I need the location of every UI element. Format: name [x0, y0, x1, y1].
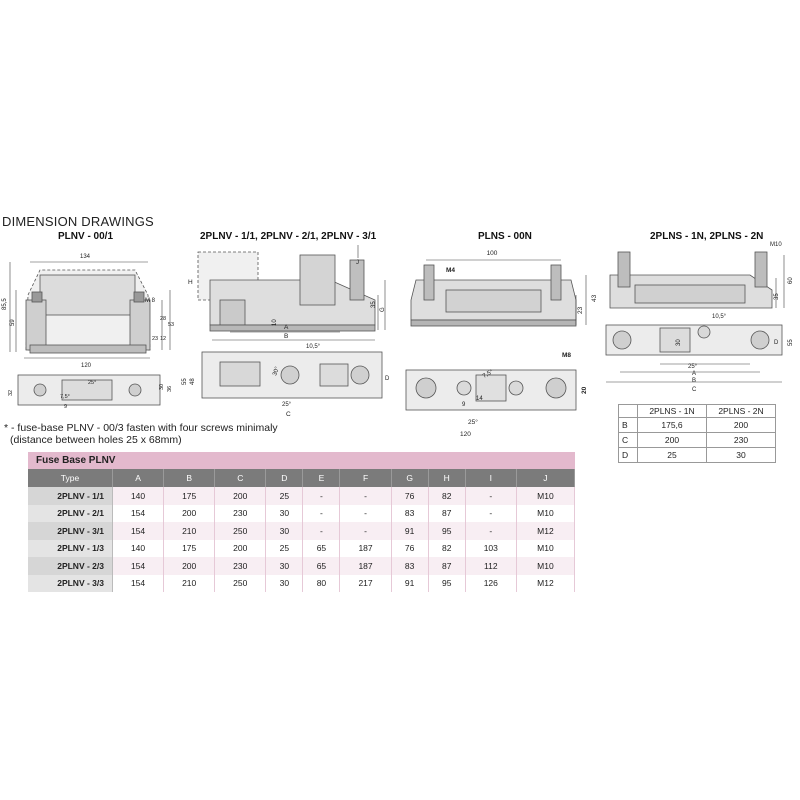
dim-label: 9 — [462, 402, 466, 408]
table-cell: 200 — [215, 540, 266, 558]
column-header: G — [391, 469, 428, 487]
table-cell: 200 — [638, 433, 707, 448]
column-header: C — [215, 469, 266, 487]
table-row — [28, 557, 575, 575]
dim-label: C — [692, 387, 697, 393]
dim-label: A — [692, 371, 697, 377]
table-row — [28, 487, 575, 505]
table-cell: 91 — [391, 575, 428, 593]
column-header: J — [516, 469, 574, 487]
dim-label: 23 — [577, 306, 584, 314]
table-row — [28, 540, 575, 558]
drawing-title-plns-00n: PLNS - 00N — [478, 231, 532, 242]
dim-label: 25° — [468, 419, 478, 426]
column-header: 2PLNS - 2N — [707, 405, 776, 418]
table-header-row — [619, 405, 776, 418]
row-label: B — [619, 418, 638, 433]
table-cell: - — [340, 522, 391, 540]
section-heading: DIMENSION DRAWINGS — [2, 214, 154, 229]
table-cell: - — [465, 505, 516, 523]
dim-label: A — [284, 324, 289, 331]
column-header: A — [113, 469, 164, 487]
dim-label: 85,5 — [2, 298, 8, 310]
dim-label: 32 — [8, 389, 14, 396]
table-cell: 76 — [391, 487, 428, 505]
table-cell: - — [340, 505, 391, 523]
table-row — [619, 448, 776, 463]
dim-label: B — [692, 378, 697, 384]
type-cell: 2PLNV - 1/1 — [28, 487, 113, 505]
dim-label: 60 — [788, 277, 794, 284]
dim-label: 23 — [152, 336, 159, 342]
dim-label: M10 — [770, 242, 782, 248]
column-header: H — [428, 469, 465, 487]
dim-label: 55 — [788, 339, 794, 346]
dim-label: 36 — [167, 385, 173, 392]
table-row — [619, 433, 776, 448]
table-cell: 140 — [113, 540, 164, 558]
dim-label: 120 — [460, 431, 471, 438]
dim-label: 9 — [64, 404, 68, 410]
drawing-2plns — [600, 240, 800, 400]
type-cell: 2PLNV - 1/3 — [28, 540, 113, 558]
table-header-row — [28, 469, 575, 487]
drawing-plnv-00-1 — [0, 240, 180, 415]
type-cell: 2PLNV - 3/1 — [28, 522, 113, 540]
table-cell: 30 — [266, 505, 303, 523]
table-cell: 25 — [638, 448, 707, 463]
table-cell: 154 — [113, 557, 164, 575]
dim-label: M 8 — [145, 298, 156, 304]
note-line: (distance between holes 25 x 68mm) — [10, 434, 182, 446]
fastening-note — [4, 422, 304, 446]
drawing-2plnv — [180, 240, 390, 420]
table-cell: 250 — [215, 575, 266, 593]
fuse-table-title: Fuse Base PLNV — [28, 452, 575, 469]
dim-label: 25° — [282, 402, 292, 408]
table-cell: 230 — [707, 433, 776, 448]
note-line: * - fuse-base PLNV - 00/3 fasten with four screws minimaly — [4, 422, 278, 434]
dim-label: 10 — [272, 319, 278, 326]
table-cell: 187 — [340, 557, 391, 575]
table-cell: 25 — [266, 487, 303, 505]
dim-label: 53 — [168, 322, 175, 328]
column-header: B — [164, 469, 215, 487]
table-cell: M12 — [516, 575, 574, 593]
dim-label: 10,5° — [306, 344, 321, 350]
dim-label: 59 — [10, 319, 16, 326]
table-cell: - — [303, 505, 340, 523]
table-cell: 91 — [391, 522, 428, 540]
dim-label: 25° — [88, 380, 97, 386]
table-cell: 82 — [428, 487, 465, 505]
table-cell: 217 — [340, 575, 391, 593]
table-cell: 30 — [266, 557, 303, 575]
table-cell: 65 — [303, 557, 340, 575]
dim-label: B — [284, 333, 289, 340]
table-cell: 65 — [303, 540, 340, 558]
dim-label: 10,5° — [712, 314, 727, 320]
table-cell: M10 — [516, 505, 574, 523]
dim-label: H — [188, 279, 193, 286]
dim-label: 55 — [182, 378, 188, 385]
table-cell: - — [303, 522, 340, 540]
column-header: F — [340, 469, 391, 487]
table-cell: 76 — [391, 540, 428, 558]
dim-label: 30° — [272, 366, 281, 377]
dim-label: G — [380, 307, 386, 312]
column-header: I — [465, 469, 516, 487]
table-cell: 80 — [303, 575, 340, 593]
drawing-title-2plnv: 2PLNV - 1/1, 2PLNV - 2/1, 2PLNV - 3/1 — [200, 231, 377, 242]
row-label: C — [619, 433, 638, 448]
table-cell: 82 — [428, 540, 465, 558]
dim-label: 48 — [190, 378, 196, 385]
table-row — [619, 418, 776, 433]
dim-label: D — [774, 340, 779, 346]
column-header: 2PLNS - 1N — [638, 405, 707, 418]
table-cell: 200 — [164, 557, 215, 575]
column-header: E — [303, 469, 340, 487]
table-cell: 210 — [164, 522, 215, 540]
table-cell: - — [303, 487, 340, 505]
dim-label: 100 — [486, 250, 498, 257]
table-cell: M10 — [516, 540, 574, 558]
table-cell: 30 — [266, 575, 303, 593]
table-cell: 83 — [391, 557, 428, 575]
table-cell: 187 — [340, 540, 391, 558]
dim-label: 7,5° — [60, 394, 70, 400]
column-header — [619, 405, 638, 418]
table-row — [28, 575, 575, 593]
table-cell: 175,6 — [638, 418, 707, 433]
dim-label: 28 — [160, 316, 167, 322]
table-cell: 200 — [215, 487, 266, 505]
column-header: D — [266, 469, 303, 487]
dim-label: 12 — [160, 336, 167, 342]
row-label: D — [619, 448, 638, 463]
dim-label: 35 — [774, 293, 780, 300]
table-cell: - — [340, 487, 391, 505]
table-cell: 103 — [465, 540, 516, 558]
table-cell: 126 — [465, 575, 516, 593]
table-cell: - — [465, 487, 516, 505]
table-cell: 250 — [215, 522, 266, 540]
table-cell: 154 — [113, 505, 164, 523]
type-cell: 2PLNV - 2/1 — [28, 505, 113, 523]
table-cell: M10 — [516, 487, 574, 505]
dim-label: 20 — [581, 386, 588, 394]
dim-label: 120 — [80, 363, 92, 369]
table-row — [28, 505, 575, 523]
table-cell: 154 — [113, 522, 164, 540]
table-cell: 83 — [391, 505, 428, 523]
plns-dimension-table — [618, 404, 776, 463]
dim-label: 30 — [676, 339, 682, 346]
type-cell: 2PLNV - 2/3 — [28, 557, 113, 575]
table-cell: 200 — [164, 505, 215, 523]
table-cell: 30 — [266, 522, 303, 540]
table-cell: 87 — [428, 505, 465, 523]
table-cell: 230 — [215, 557, 266, 575]
column-header: Type — [28, 469, 113, 487]
table-cell: 230 — [215, 505, 266, 523]
type-cell: 2PLNV - 3/3 — [28, 575, 113, 593]
drawing-plns-00n — [396, 240, 596, 440]
table-cell: 154 — [113, 575, 164, 593]
dim-label: J — [356, 260, 359, 266]
table-cell: M12 — [516, 522, 574, 540]
table-cell: 30 — [707, 448, 776, 463]
table-cell: 87 — [428, 557, 465, 575]
dim-label: 134 — [79, 254, 91, 260]
table-cell: 25 — [266, 540, 303, 558]
table-cell: 112 — [465, 557, 516, 575]
dim-label: 35 — [371, 301, 377, 308]
drawing-title-2plns: 2PLNS - 1N, 2PLNS - 2N — [650, 231, 764, 242]
dim-label: M4 — [446, 267, 456, 274]
table-cell: 175 — [164, 540, 215, 558]
table-cell: 140 — [113, 487, 164, 505]
table-cell: M10 — [516, 557, 574, 575]
dim-label: C — [286, 411, 291, 418]
table-row — [28, 522, 575, 540]
table-cell: 95 — [428, 575, 465, 593]
table-cell: 175 — [164, 487, 215, 505]
dim-label: D — [385, 376, 390, 382]
fuse-base-table — [28, 469, 575, 592]
dim-label: 14 — [476, 396, 483, 402]
table-cell: 210 — [164, 575, 215, 593]
table-cell: 200 — [707, 418, 776, 433]
dim-label: M8 — [562, 352, 572, 359]
drawing-title-plnv-00-1: PLNV - 00/1 — [58, 231, 114, 242]
dim-label: 43 — [591, 294, 598, 302]
dim-label: 30 — [159, 383, 165, 390]
dim-label: 25° — [688, 364, 698, 370]
dim-label: 7,5° — [482, 369, 495, 380]
table-cell: 95 — [428, 522, 465, 540]
table-cell: - — [465, 522, 516, 540]
